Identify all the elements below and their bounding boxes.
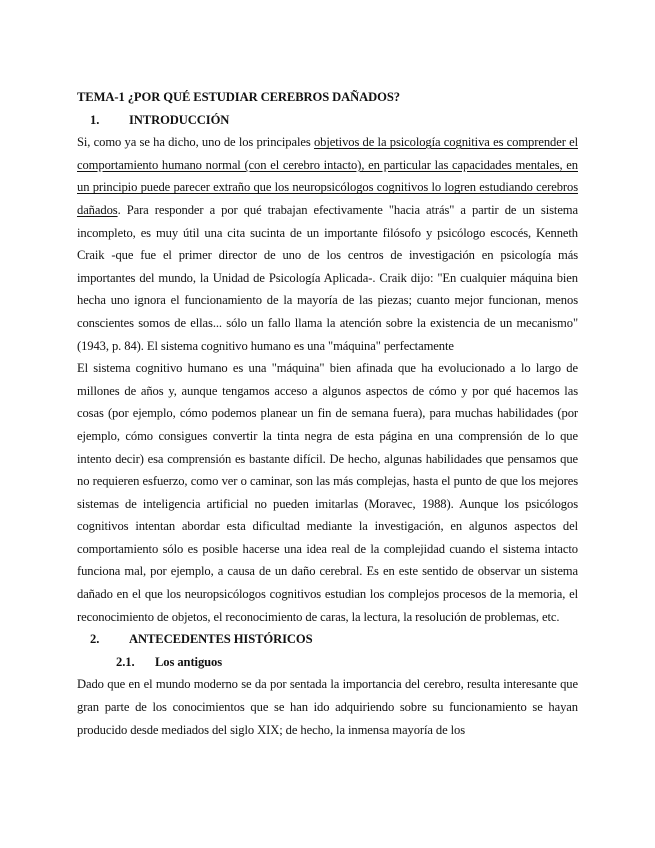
subsection-title: Los antiguos	[155, 654, 223, 669]
paragraph-intro-underlined: objetivos de la psicología cognitiva es comprender el comportamiento humano normal (con el cerebro intacto), en particular las capacidades mentales, en un principio puede parecer extraño que los neuropsicólogos cognitivos lo logren estudiando cerebros dañados	[77, 135, 578, 217]
paragraph-second: El sistema cognitivo humano es una "máquina" bien afinada que ha evolucionado a lo largo de millones de años y, aunque tengamos acceso a algunos aspectos de cómo y por qué hacemos las cosas (por ejemplo, cómo podemos planear un fin de semana fuera), para muchas habilidades (por ejemplo, cómo consigues convertir la tinta negra de esta página en una comprensión de lo que intento decir) esa comprensión es bastante difícil. De hecho, algunas habilidades que pensamos que no requieren esfuerzo, como ver o caminar, son las más complejas, hasta el punto de que los mejores sistemas de inteligencia artificial no pueden imitarlas (Moravec, 1988). Aunque los psicólogos cognitivos intentan abordar esta dificultad mediante la investigación, en algunos aspectos del comportamiento sólo es posible hacerse una idea real de la complejidad cuando el sistema intacto funciona mal, por ejemplo, a causa de un daño cerebral. Es en este sentido de observar un sistema dañado en el que los neuropsicólogos cognitivos estudian los complejos procesos de la memoria, el reconocimiento de objetos, el reconocimiento de caras, la lectura, la resolución de problemas, etc.	[77, 361, 578, 624]
paragraph-intro-rest: . Para responder a por qué trabajan efectivamente "hacia atrás" a partir de un sistema incompleto, es muy útil una cita sucinta de un importante filósofo y psicólogo escocés, Kenneth Craik -que fue el primer director de uno de los centros de investigación en psicología más importantes del mundo, la Unidad de Psicología Aplicada-. Craik dijo: "En cualquier máquina bien hecha uno ignora el funcionamiento de la mayoría de las piezas; cuanto mejor funcionan, menos conscientes somos de ellas... sólo un fallo llama la atención sobre la existencia de un mecanismo" (1943, p. 84). El sistema cognitivo humano es una "máquina" perfectamente	[77, 202, 578, 353]
section-title: INTRODUCCIÓN	[129, 112, 230, 127]
section-number: 1.	[90, 112, 100, 127]
section-number: 2.	[90, 632, 100, 647]
subsection-number: 2.1.	[116, 654, 135, 669]
document-body	[77, 86, 578, 741]
section-heading-introduccion	[77, 109, 578, 132]
subsection-heading-los-antiguos	[77, 651, 578, 674]
paragraph-intro-start: Si, como ya se ha dicho, uno de los principales	[77, 135, 314, 150]
document-title: TEMA-1 ¿POR QUÉ ESTUDIAR CEREBROS DAÑADOS?	[77, 90, 400, 104]
section-heading-antecedentes	[77, 628, 578, 651]
section-title: ANTECEDENTES HISTÓRICOS	[129, 632, 313, 647]
paragraph-intro	[77, 131, 578, 357]
paragraph-third: Dado que en el mundo moderno se da por sentada la importancia del cerebro, resulta interesante que gran parte de los conocimientos que se han ido adquiriendo sobre su funcionamiento se hayan producido desde mediados del siglo XIX; de hecho, la inmensa mayoría de los	[77, 677, 578, 737]
